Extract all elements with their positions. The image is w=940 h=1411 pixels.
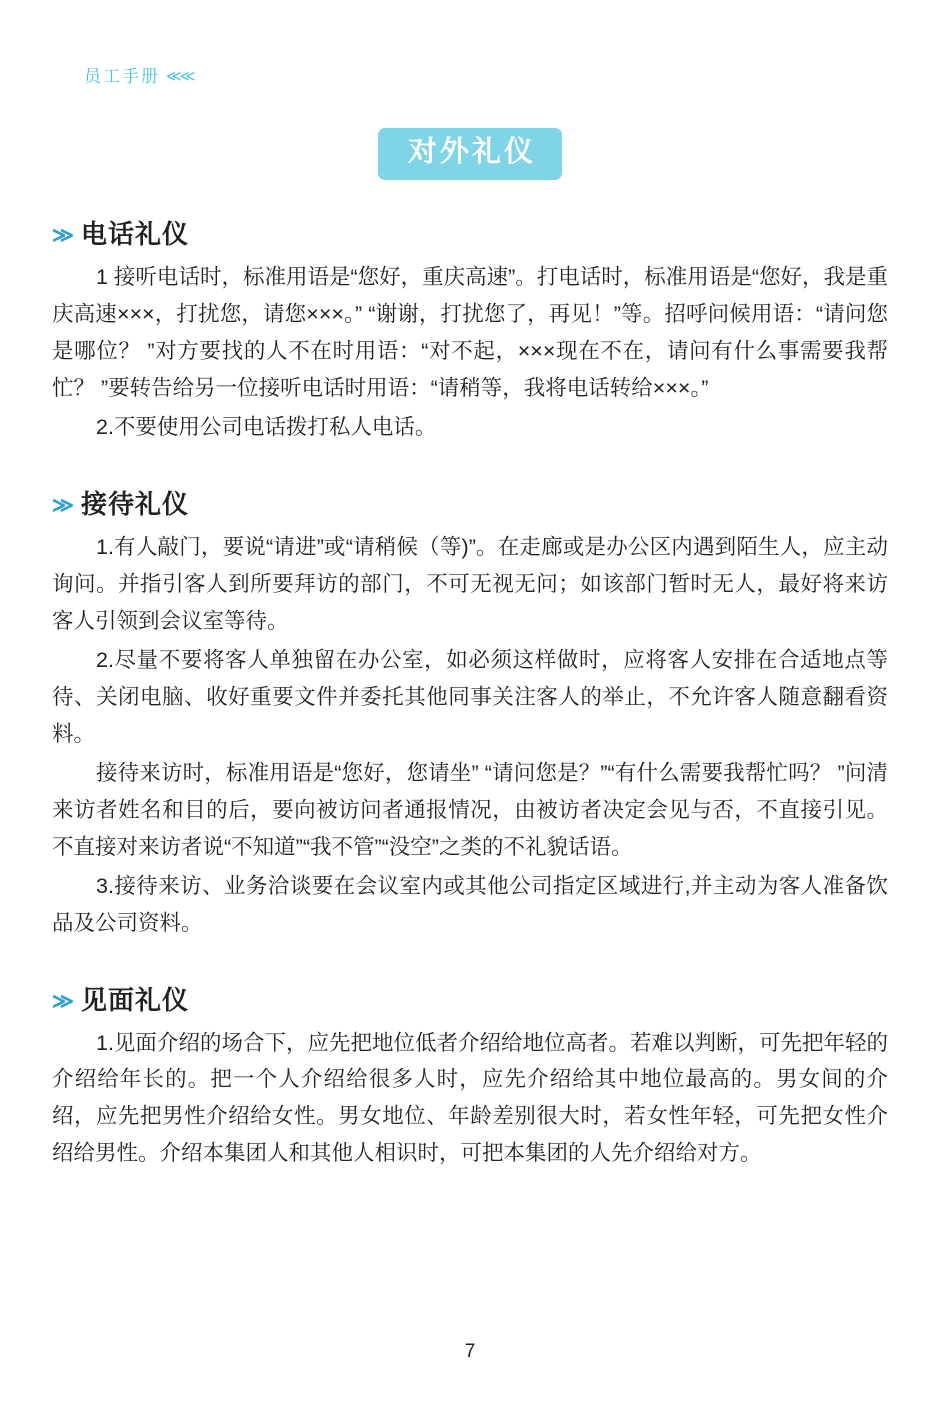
paragraph: 1 接听电话时，标准用语是“您好，重庆高速”。打电话时，标准用语是“您好，我是重庆高速×××，打扰您，请您×××。” “谢谢，打扰您了，再见！”等。招呼问候用语：“请问您是哪位？ ”对方要找的人不在时用语：“对不起，×××现在不在，请问有什么事需要我帮忙？ ”要转告给另一位接听电话时用语：“请稍等，我将电话转给×××。” xyxy=(52,265,888,400)
paragraph: 1.见面介绍的场合下，应先把地位低者介绍给地位高者。若难以判断，可先把年轻的介绍给年长的。把一个人介绍给很多人时，应先介绍给其中地位最高的。男女间的介绍，应先把男性介绍给女性。男女地位、年龄差别很大时，若女性年轻，可先把女性介绍给男性。介绍本集团人和其他人相识时，可把本集团的人先介绍给对方。 xyxy=(52,1030,888,1166)
double-chevron-right-icon: ≫ xyxy=(52,493,71,517)
paragraph: 2.不要使用公司电话拨打私人电话。 xyxy=(96,414,437,439)
paragraph: 接待来访时，标准用语是“您好，您请坐” “请问您是？”“有什么需要我帮忙吗？ ”问清来访者姓名和目的后，要向被访问者通报情况，由被访者决定会见与否，不直接引见。不直接对来访者说“不知道”“我不管”“没空”之类的不礼貌话语。 xyxy=(52,760,888,859)
section-phone-etiquette xyxy=(52,214,888,446)
section-heading-label: 接待礼仪 xyxy=(80,488,189,519)
spacer xyxy=(52,948,888,964)
section-heading-label: 电话礼仪 xyxy=(80,219,189,249)
paragraph: 2.尽量不要将客人单独留在办公室，如必须这样做时，应将客人安排在合适地点等待、关闭电脑、收好重要文件并委托其他同事关注客人的举止，不允许客人随意翻看资料。 xyxy=(52,647,888,746)
spacer xyxy=(52,452,888,468)
double-chevron-right-icon: ≫ xyxy=(52,989,71,1013)
page-number: 7 xyxy=(464,1341,476,1362)
page-title-banner-wrap xyxy=(0,128,940,180)
section-reception-etiquette xyxy=(52,484,888,942)
double-chevron-right-icon: ≫ xyxy=(52,224,71,247)
double-chevron-left-icon: ≪≪ xyxy=(166,67,194,85)
running-header-label: 员工手册 xyxy=(84,67,160,86)
page-title: 对外礼仪 xyxy=(378,128,562,180)
document-body xyxy=(52,198,888,1178)
section-heading xyxy=(52,484,888,521)
section-heading xyxy=(52,214,888,251)
section-heading xyxy=(52,980,888,1017)
paragraph: 3.接待来访、业务洽谈要在会议室内或其他公司指定区域进行,并主动为客人准备饮品及公司资料。 xyxy=(52,873,888,935)
section-heading-label: 见面礼仪 xyxy=(80,984,189,1015)
section-meeting-etiquette xyxy=(52,980,888,1173)
running-header xyxy=(84,62,193,87)
paragraph: 1.有人敲门，要说“请进”或“请稍候（等)”。在走廊或是办公区内遇到陌生人，应主动询问。并指引客人到所要拜访的部门，不可无视无问；如该部门暂时无人，最好将来访客人引领到会议室等待。 xyxy=(52,534,888,633)
